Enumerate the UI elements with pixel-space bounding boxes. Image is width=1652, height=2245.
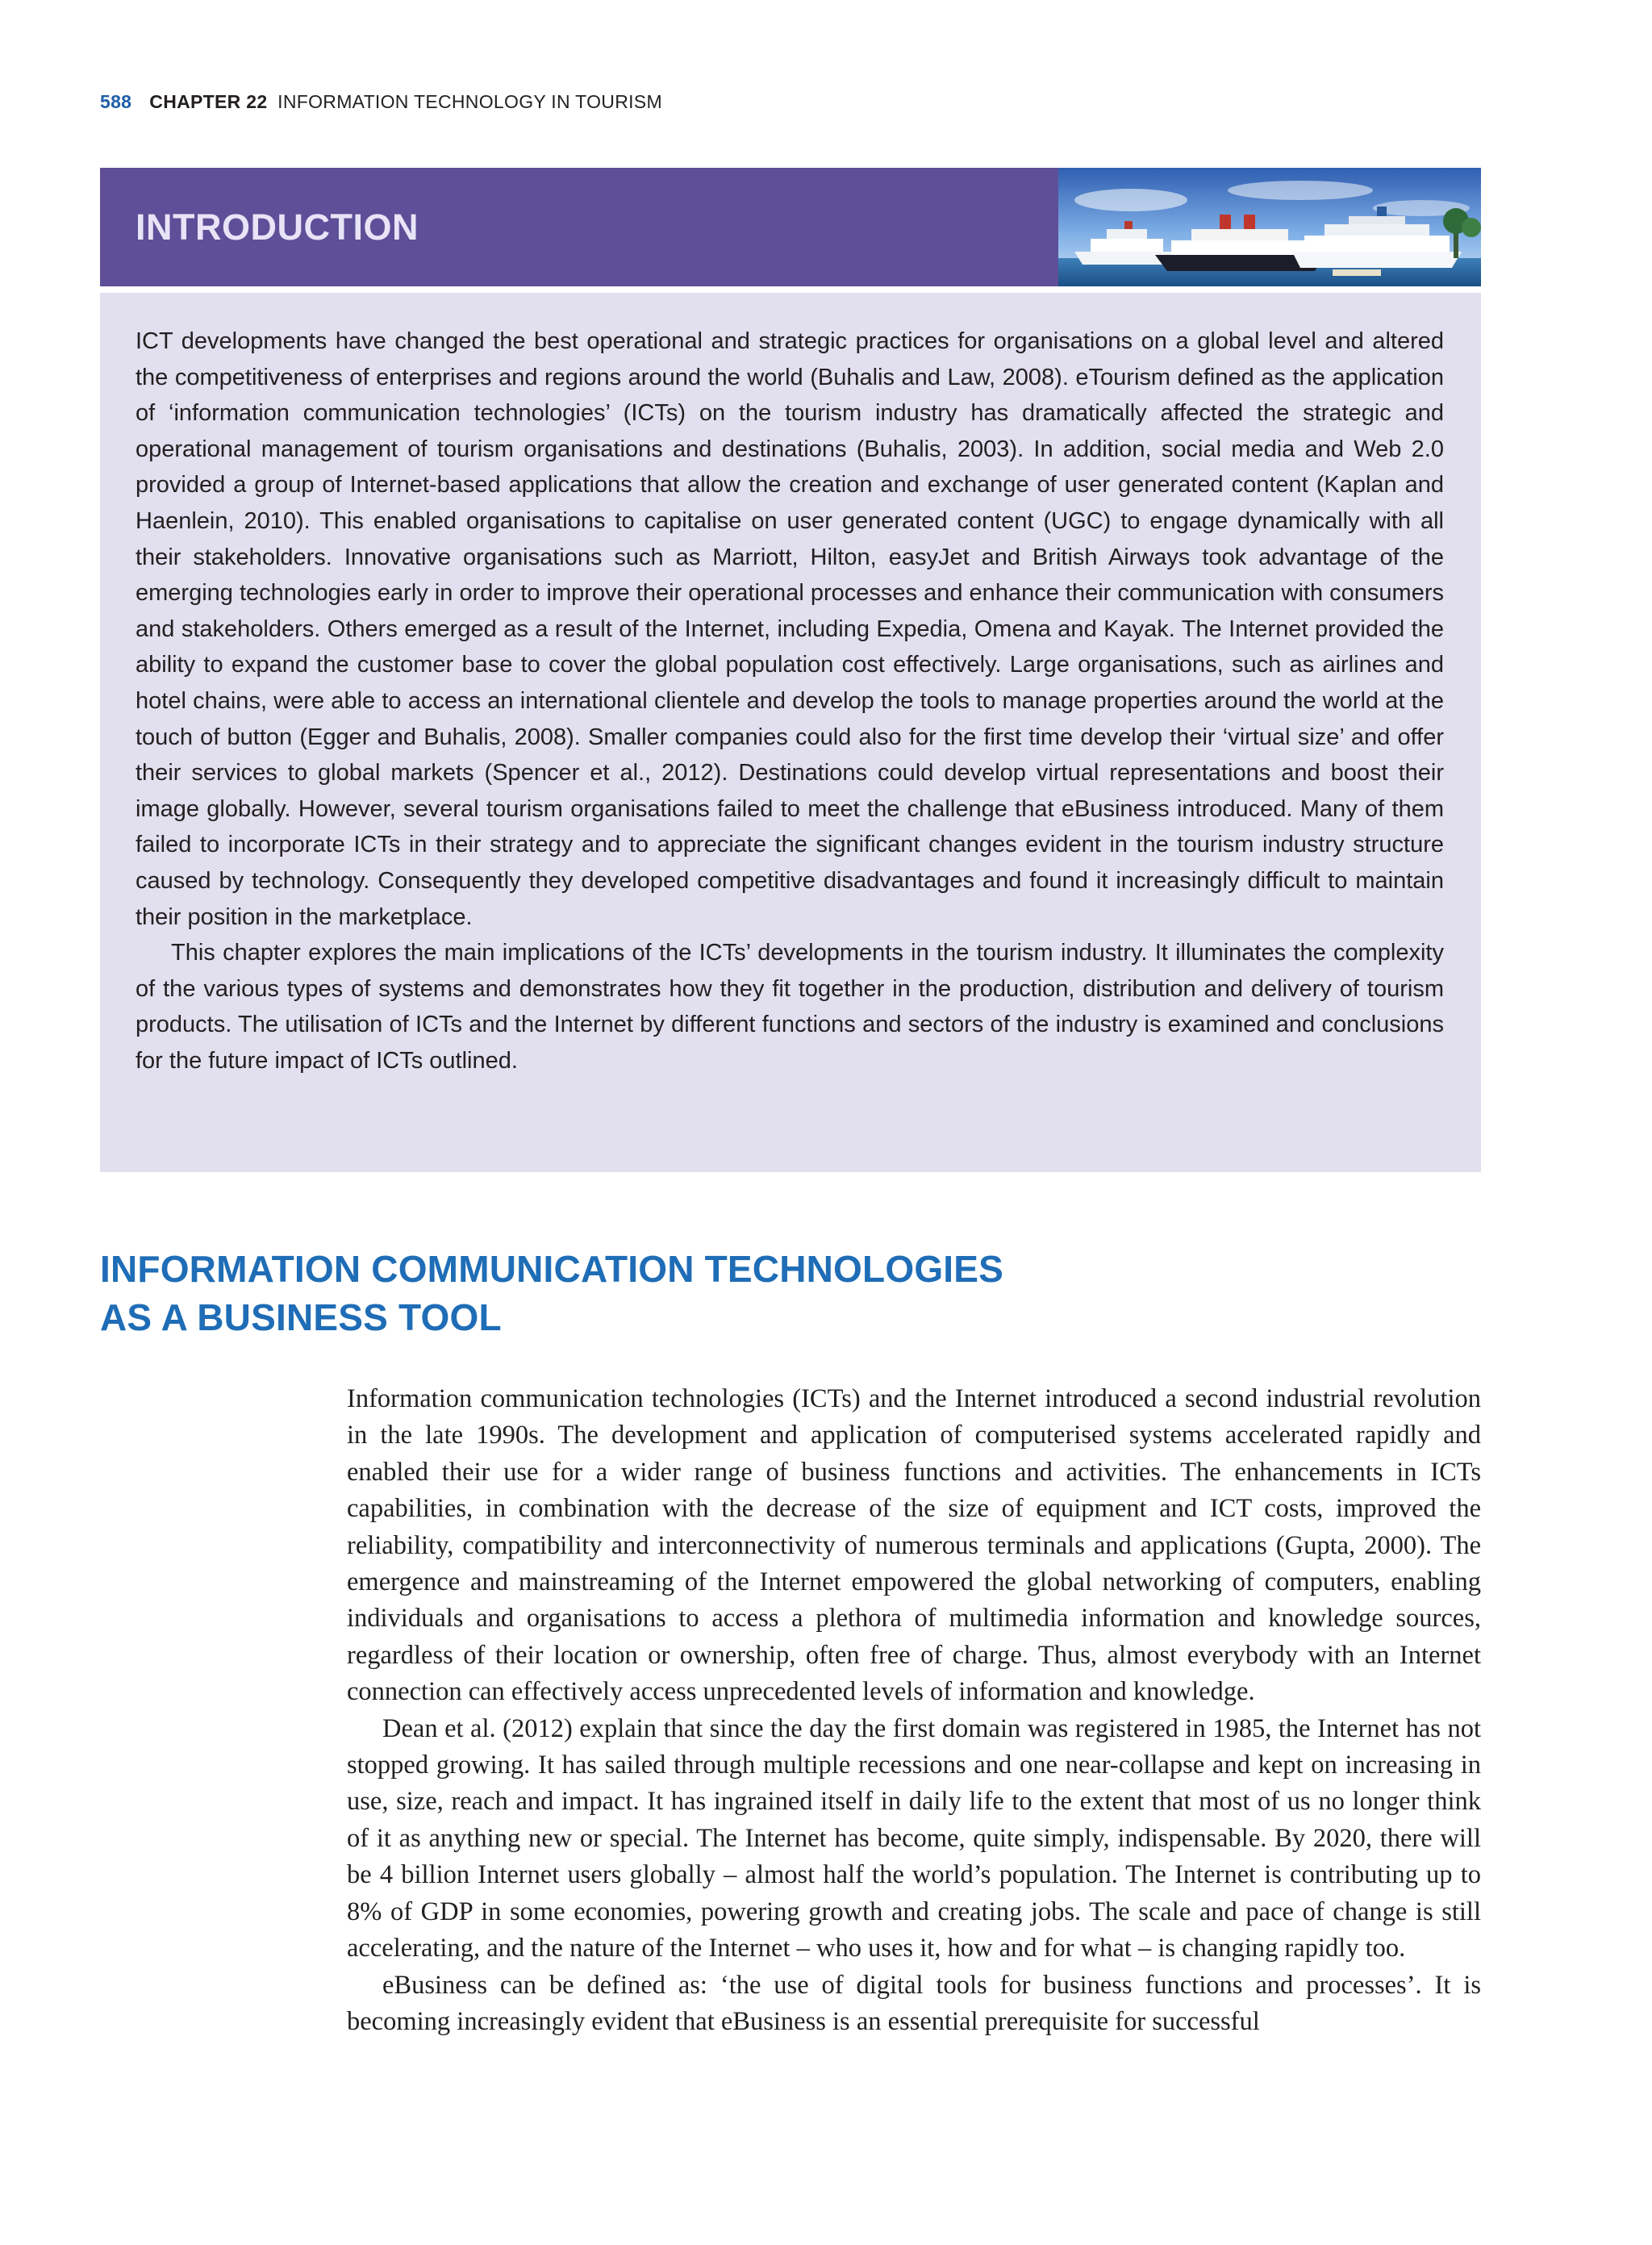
section-heading-line: INFORMATION COMMUNICATION TECHNOLOGIES <box>100 1248 1004 1290</box>
introduction-paragraph: This chapter explores the main implications of the ICTs’ developments in the tourism industry. It illuminates the complexity of the various types of systems and demonstrates how they fit together in the production, distribution and delivery of tourism products. The utilisation of ICTs and the Internet by different functions and sectors of the industry is examined and conclusions for the future impact of ICTs outlined. <box>136 940 1444 1074</box>
body-paragraph: Dean et al. (2012) explain that since the day the first domain was registered in 1985, the Internet has not stopped growing. It has sailed through multiple recessions and one near-collapse and kept on increasing in use, size, reach and impact. It has ingrained itself in daily life to the extent that most of us no longer think of it as anything new or special. The Internet has become, quite simply, indispensable. By 2020, there will be 4 billion Internet users globally – almost half the world’s population. The Internet is contributing up to 8% of GDP in some economies, powering growth and creating jobs. The scale and pace of change is still accelerating, and the nature of the Internet – who uses it, how and for what – is changing rapidly too. <box>347 1713 1481 1963</box>
cruise-ships-illustration <box>1058 168 1481 286</box>
running-head <box>100 91 662 113</box>
body-paragraph: Information communication technologies (ICTs) and the Internet introduced a second industrial revolution in the late 1990s. The development and application of computerised systems accelerated rapidly and enabled their use for a wider range of business functions and activities. The enhancements in ICTs capabilities, in combination with the decrease of the size of equipment and ICT costs, improved the reliability, compatibility and interconnectivity of numerous terminals and applications (Gupta, 2000). The emergence and mainstreaming of the Internet empowered the global networking of computers, enabling individuals and organisations to access a plethora of multimedia information and knowledge sources, regardless of their location or ownership, often free of charge. Thus, almost everybody with an Internet connection can effectively access unprecedented levels of information and knowledge. <box>347 1384 1481 1707</box>
section-heading <box>100 1245 1149 1342</box>
page-number: 588 <box>100 91 132 112</box>
cruise-ships-photo <box>1058 168 1481 286</box>
body-paragraph: eBusiness can be defined as: ‘the use of digital tools for business functions and processes’. It is becoming increasingly evident that eBusiness is an essential prerequisite for successful <box>347 1970 1481 2036</box>
section-heading-line: AS A BUSINESS TOOL <box>100 1296 502 1338</box>
introduction-title: INTRODUCTION <box>136 207 419 248</box>
chapter-title: INFORMATION TECHNOLOGY IN TOURISM <box>277 91 662 112</box>
introduction-box <box>100 293 1481 1172</box>
introduction-text <box>136 323 1444 1079</box>
introduction-header <box>100 168 1481 286</box>
chapter-label: CHAPTER 22 <box>149 91 268 112</box>
introduction-paragraph: ICT developments have changed the best operational and strategic practices for organisations on a global level and altered the competitiveness of enterprises and regions around the world (Buhalis and Law, 2008). eTourism defined as the application of ‘information communication technologies’ (ICTs) on the tourism industry has dramatically affected the strategic and operational management of tourism organisations and destinations (Buhalis, 2003). In addition, social media and Web 2.0 provided a group of Internet-based applications that allow the creation and exchange of user generated content (Kaplan and Haenlein, 2010). This enabled organisations to capitalise on user generated content (UGC) to engage dynamically with all their stakeholders. Innovative organisations such as Marriott, Hilton, easyJet and British Airways took advantage of the emerging technologies early in order to improve their operational processes and enhance their communication with consumers and stakeholders. Others emerged as a result of the Internet, including Expedia, Omena and Kayak. The Internet provided the ability to expand the customer base to cover the global population cost effectively. Large organisations, such as airlines and hotel chains, were able to access an international clientele and develop the tools to manage properties around the world at the touch of button (Egger and Buhalis, 2008). Smaller companies could also for the first time develop their ‘virtual size’ and offer their services to global markets (Spencer et al., 2012). Destinations could develop virtual representations and boost their image globally. However, several tourism organisations failed to meet the challenge that eBusiness introduced. Many of them failed to incorporate ICTs in their strategy and to appreciate the significant changes evident in the tourism industry structure caused by technology. Consequently they developed competitive disadvantages and found it increasingly difficult to maintain their position in the marketplace. <box>136 328 1444 930</box>
section-body <box>347 1381 1481 2040</box>
